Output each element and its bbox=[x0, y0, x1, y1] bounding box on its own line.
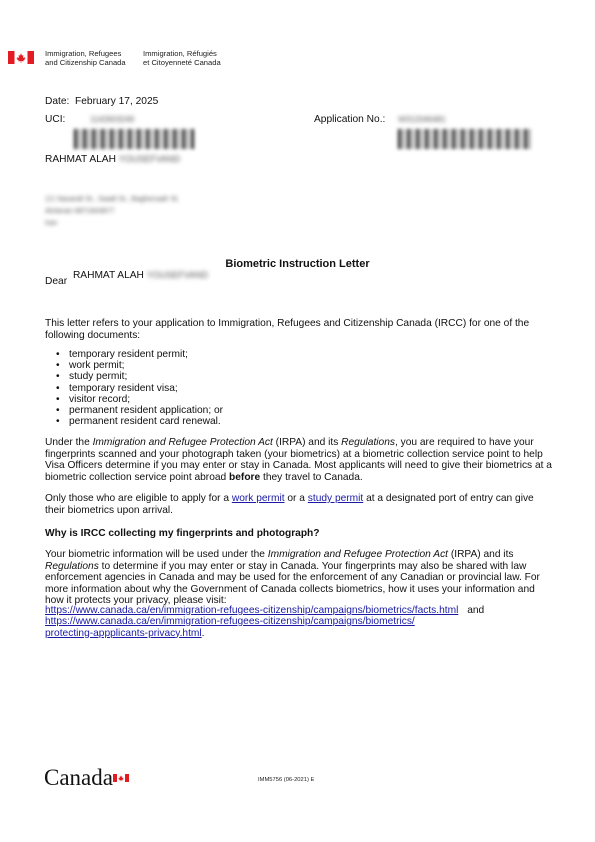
list-item: • study permit; bbox=[69, 371, 223, 382]
date-label: Date: bbox=[45, 96, 70, 107]
department-name-french: Immigration, Réfugiés et Citoyenneté Canada bbox=[143, 49, 221, 67]
list-item: • visitor record; bbox=[69, 394, 223, 405]
uci-value: 1142603249 bbox=[90, 115, 135, 124]
canada-wordmark: Canada bbox=[44, 765, 113, 790]
uci-label: UCI: bbox=[45, 114, 66, 125]
application-number-value: W312046481 bbox=[398, 115, 446, 124]
date-value: February 17, 2025 bbox=[75, 96, 159, 107]
biometrics-facts-link[interactable]: https://www.canada.ca/en/immigration-refugees-citizenship/campaigns/biometrics/facts.html bbox=[45, 605, 459, 616]
port-of-entry-paragraph: Only those who are eligible to apply for a work permit or a study permit at a designated port of entry can give their biometrics upon arrival. bbox=[45, 493, 534, 516]
uci-barcode bbox=[74, 129, 194, 149]
application-number-line bbox=[314, 114, 446, 126]
list-item: • temporary resident permit; bbox=[69, 349, 223, 360]
intro-paragraph: This letter refers to your application to Immigration, Refugees and Citizenship Canada (IRCC) for one of the following documents: bbox=[45, 318, 530, 341]
list-item: • work permit; bbox=[69, 360, 223, 371]
address-line-1: 1/1 Nasarali St., Saadi St., Baghersadr St. bbox=[45, 194, 180, 203]
recipient-address bbox=[45, 193, 179, 229]
list-item: • permanent resident card renewal. bbox=[69, 416, 223, 427]
recipient-name: RAHMAT ALAH YOUSEFVAND bbox=[45, 154, 181, 165]
application-number-label: Application No.: bbox=[314, 114, 386, 125]
privacy-url-block: https://www.canada.ca/en/immigration-refugees-citizenship/campaigns/biometrics/ protecting-appplicants-privacy.html. bbox=[45, 616, 415, 639]
list-item: • temporary resident visa; bbox=[69, 383, 223, 394]
address-line-2: Alvlanan 6871843877 bbox=[45, 206, 115, 215]
work-permit-link[interactable]: work permit bbox=[231, 493, 285, 504]
document-list bbox=[45, 349, 223, 427]
biometrics-privacy-link-cont[interactable]: protecting-appplicants-privacy.html bbox=[45, 627, 202, 639]
wordmark-flag-icon bbox=[113, 769, 129, 777]
salutation: Dear RAHMAT ALAH YOUSEFVAND bbox=[45, 270, 209, 287]
application-barcode bbox=[398, 129, 531, 149]
section-heading: Why is IRCC collecting my fingerprints and photograph? bbox=[45, 528, 320, 539]
irpa-paragraph: Under the Immigration and Refugee Protection Act (IRPA) and its Regulations, you are required to have your fingerprints scanned and your photograph taken (your biometrics) at a biometric collection service point to help Visa Officers determine if you may enter or stay in Canada. Most applicants will need to give their biometrics at a biometric collection service point abroad before they travel to Canada. bbox=[45, 437, 552, 483]
biometrics-use-paragraph: Your biometric information will be used under the Immigration and Refugee Protection Act (IRPA) and its Regulations to determine if you may enter or stay in Canada. Your fingerprints may also be shared with law enforcement agencies in Canada and may be used for the enforcement of any Canadian or provincial law. For more information about why the Government of Canada collects biometrics, how it uses your information and how it protects your privacy, please visit: bbox=[45, 549, 540, 607]
canada-flag-icon bbox=[8, 51, 34, 64]
study-permit-link[interactable]: study permit bbox=[307, 493, 364, 504]
department-name-english: Immigration, Refugees and Citizenship Canada bbox=[45, 49, 126, 67]
facts-url-line: https://www.canada.ca/en/immigration-refugees-citizenship/campaigns/biometrics/facts.html and bbox=[45, 605, 485, 616]
list-item: • permanent resident application; or bbox=[69, 405, 223, 416]
letter-title: Biometric Instruction Letter bbox=[225, 258, 370, 270]
form-code: IMM5756 (06-2021) E bbox=[258, 777, 315, 783]
biometrics-privacy-link[interactable]: https://www.canada.ca/en/immigration-refugees-citizenship/campaigns/biometrics/ bbox=[45, 616, 415, 627]
uci-line bbox=[45, 114, 134, 126]
date-line bbox=[45, 96, 158, 108]
address-line-3: Iran bbox=[45, 218, 58, 227]
